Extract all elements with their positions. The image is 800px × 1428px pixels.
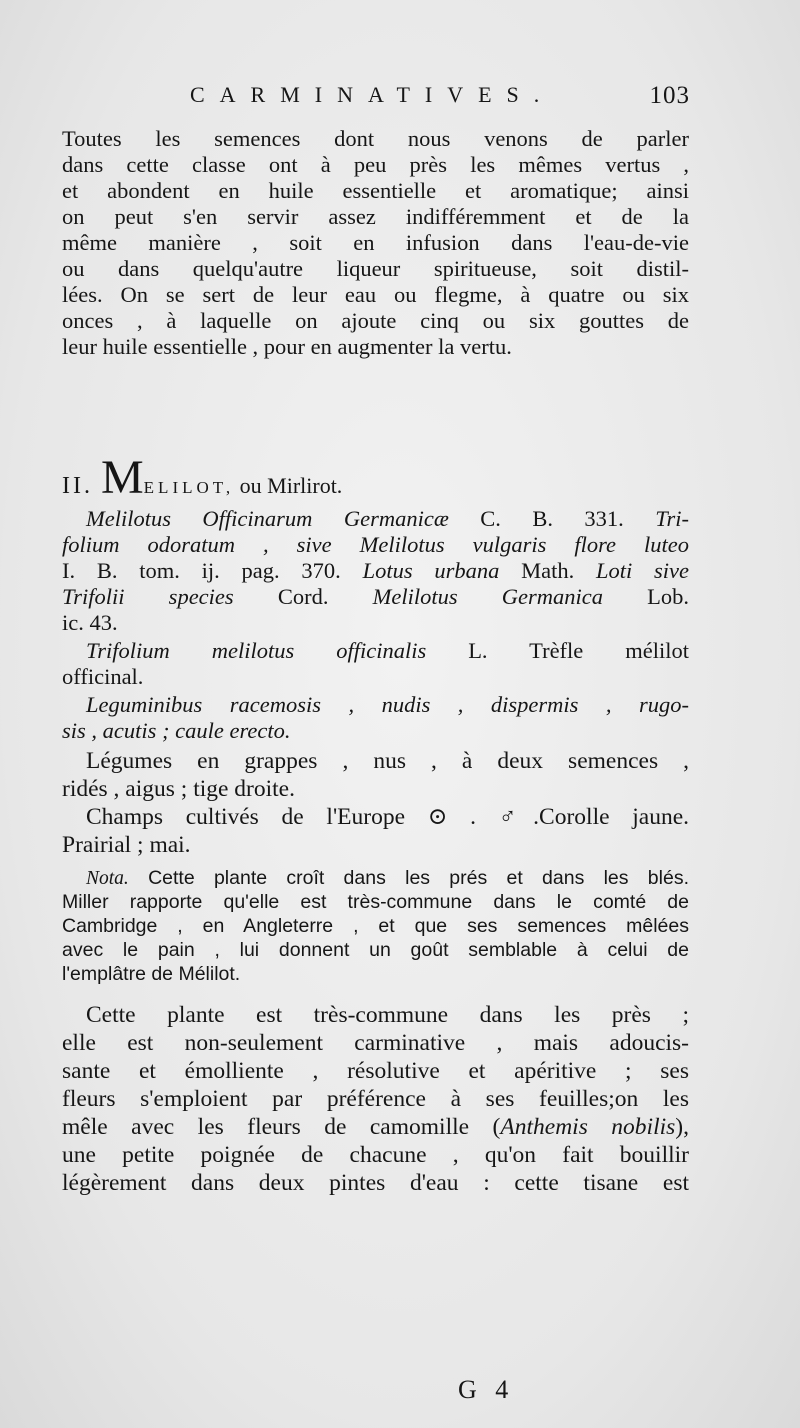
intro-line: onces , à laquelle on ajoute cinq ou six gouttes de: [62, 308, 689, 333]
note-line: [86, 866, 689, 891]
linnaean-roman: L. Trèfle mélilot: [426, 638, 689, 663]
synonym-italic: Trifolii species: [62, 584, 234, 609]
linnaean-italic: Trifolium melilotus officinalis: [86, 638, 427, 663]
description-line: Légumes en grappes , nus , à deux semences ,: [86, 748, 689, 774]
running-head: [60, 82, 690, 118]
synonym-italic: Melilotus Officinarum Germanicæ: [86, 506, 449, 531]
synonym-line: folium odoratum , sive Melilotus vulgaris flore luteo: [62, 532, 689, 557]
running-title: CARMINATIVES.: [190, 82, 555, 107]
intro-line: dans cette classe ont à peu près les mêmes vertus ,: [62, 152, 689, 177]
page-number: 103: [649, 82, 690, 109]
body-line: [62, 1114, 689, 1140]
synonym-line: ic. 43.: [62, 610, 118, 635]
synonym-italic: Loti sive: [596, 558, 690, 583]
synonym-roman: Lob.: [602, 584, 690, 609]
linnaean-line: officinal.: [62, 664, 144, 689]
note-line: Cambridge , en Angleterre , et que ses semences mêlées: [62, 915, 689, 937]
intro-line: ou dans quelqu'autre liqueur spiritueuse, soit distil-: [62, 256, 689, 281]
intro-line: même manière , soit en infusion dans l'eau-de-vie: [62, 230, 689, 255]
synonym-roman: Cord.: [233, 584, 373, 609]
synonym-roman: Math.: [499, 558, 596, 583]
body-line: Cette plante est très-commune dans les près ;: [86, 1002, 689, 1028]
body-text: ),: [675, 1114, 689, 1140]
synonym-line: [62, 558, 689, 584]
entry-title: ELILOT,: [143, 478, 235, 497]
diagnosis-line: Leguminibus racemosis , nudis , dispermis , rugo-: [86, 692, 689, 717]
body-italic: Anthemis nobilis: [500, 1114, 676, 1140]
synonym-roman: I. B. tom. ij. pag. 370.: [62, 558, 363, 583]
body-line: sante et émolliente , résolutive et apéritive ; ses: [62, 1058, 689, 1084]
signature-mark: G 4: [458, 1375, 515, 1404]
synonym-roman: C. B. 331.: [448, 506, 656, 531]
description-line: ridés , aigus ; tige droite.: [62, 776, 295, 802]
body-text: mêle avec les fleurs de camomille (: [62, 1114, 501, 1140]
description-line: Champs cultivés de l'Europe ⊙ . ♂.Corolle jaune.: [86, 804, 689, 830]
note-text: Cette plante croît dans les prés et dans les blés.: [128, 867, 689, 889]
diagnosis-line: sis , acutis ; caule erecto.: [62, 718, 291, 743]
entry-dropcap: M: [100, 451, 144, 504]
intro-line: leur huile essentielle , pour en augmenter la vertu.: [62, 334, 512, 359]
entry-number: II.: [62, 473, 93, 499]
note-line: avec le pain , lui donnent un goût semblable à celui de: [62, 939, 689, 961]
description-line: Prairial ; mai.: [62, 832, 191, 858]
entry-heading: [62, 451, 343, 504]
entry-title-rest: ou Mirlirot.: [234, 473, 343, 498]
body-line: une petite poignée de chacune , qu'on fait bouillir: [62, 1142, 689, 1168]
synonym-line: [86, 506, 689, 532]
note-line: l'emplâtre de Mélilot.: [62, 963, 241, 985]
note-line: Miller rapporte qu'elle est très-commune dans le comté de: [62, 891, 689, 913]
synonym-line: [62, 584, 689, 610]
synonym-italic: Lotus urbana: [362, 558, 500, 583]
intro-line: lées. On se sert de leur eau ou flegme, à quatre ou six: [62, 282, 689, 307]
body-line: elle est non-seulement carminative , mais adoucis-: [62, 1030, 689, 1056]
body-line: fleurs s'emploient par préférence à ses feuilles;on les: [62, 1086, 689, 1112]
note-label: Nota.: [86, 868, 129, 889]
linnaean-line: [86, 638, 689, 664]
intro-line: et abondent en huile essentielle et aromatique; ainsi: [62, 178, 689, 203]
synonym-italic: Tri-: [655, 506, 689, 531]
intro-line: on peut s'en servir assez indifféremment et de la: [62, 204, 689, 229]
synonym-italic: Melilotus Germanica: [372, 584, 603, 609]
intro-line: Toutes les semences dont nous venons de parler: [62, 126, 689, 151]
body-line: légèrement dans deux pintes d'eau : cette tisane est: [62, 1170, 689, 1196]
